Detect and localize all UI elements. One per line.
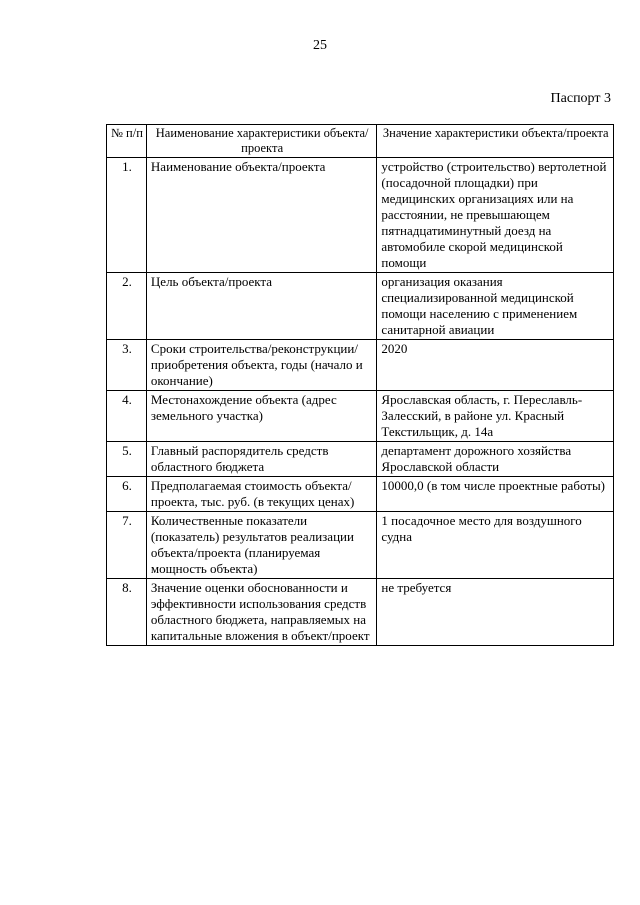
row-num: 8. [107, 579, 147, 646]
row-value: департамент дорожного хозяйства Ярославской области [377, 442, 614, 477]
row-value: 1 посадочное место для воздушного судна [377, 512, 614, 579]
passport-table [106, 124, 614, 646]
table-row [107, 477, 614, 512]
row-num: 7. [107, 512, 147, 579]
row-value: 2020 [377, 340, 614, 391]
row-value: устройство (строительство) вертолетной (посадочной площадки) при медицинских организациях или на расстоянии, не превышающем пятнадцатиминутный доезд на автомобиле скорой медицинской помощи [377, 158, 614, 273]
row-name: Сроки строительства/реконструкции/ приобретения объекта, годы (начало и окончание) [146, 340, 377, 391]
header-num: № п/п [107, 125, 147, 158]
row-name: Местонахождение объекта (адрес земельного участка) [146, 391, 377, 442]
row-num: 2. [107, 273, 147, 340]
header-name: Наименование характеристики объекта/проекта [146, 125, 377, 158]
table-row [107, 273, 614, 340]
table-row [107, 512, 614, 579]
row-name: Количественные показатели (показатель) результатов реализации объекта/проекта (планируемая мощность объекта) [146, 512, 377, 579]
table-row [107, 579, 614, 646]
page-number: 25 [313, 38, 327, 53]
row-value: организация оказания специализированной медицинской помощи населению с применением санитарной авиации [377, 273, 614, 340]
row-num: 6. [107, 477, 147, 512]
row-name: Значение оценки обоснованности и эффективности использования средств областного бюджета, направляемых на капитальные вложения в объект/проект [146, 579, 377, 646]
row-name: Цель объекта/проекта [146, 273, 377, 340]
table-row [107, 340, 614, 391]
row-name: Предполагаемая стоимость объекта/проекта, тыс. руб. (в текущих ценах) [146, 477, 377, 512]
table-row [107, 158, 614, 273]
row-name: Наименование объекта/проекта [146, 158, 377, 273]
row-num: 1. [107, 158, 147, 273]
row-name: Главный распорядитель средств областного бюджета [146, 442, 377, 477]
header-value: Значение характеристики объекта/проекта [377, 125, 614, 158]
row-value: не требуется [377, 579, 614, 646]
table-row [107, 391, 614, 442]
row-value: Ярославская область, г. Переславль-Залесский, в районе ул. Красный Текстильщик, д. 14а [377, 391, 614, 442]
table-row [107, 442, 614, 477]
row-num: 4. [107, 391, 147, 442]
row-num: 3. [107, 340, 147, 391]
table-header-row [107, 125, 614, 158]
row-num: 5. [107, 442, 147, 477]
row-value: 10000,0 (в том числе проектные работы) [377, 477, 614, 512]
passport-title: Паспорт 3 [550, 91, 611, 106]
